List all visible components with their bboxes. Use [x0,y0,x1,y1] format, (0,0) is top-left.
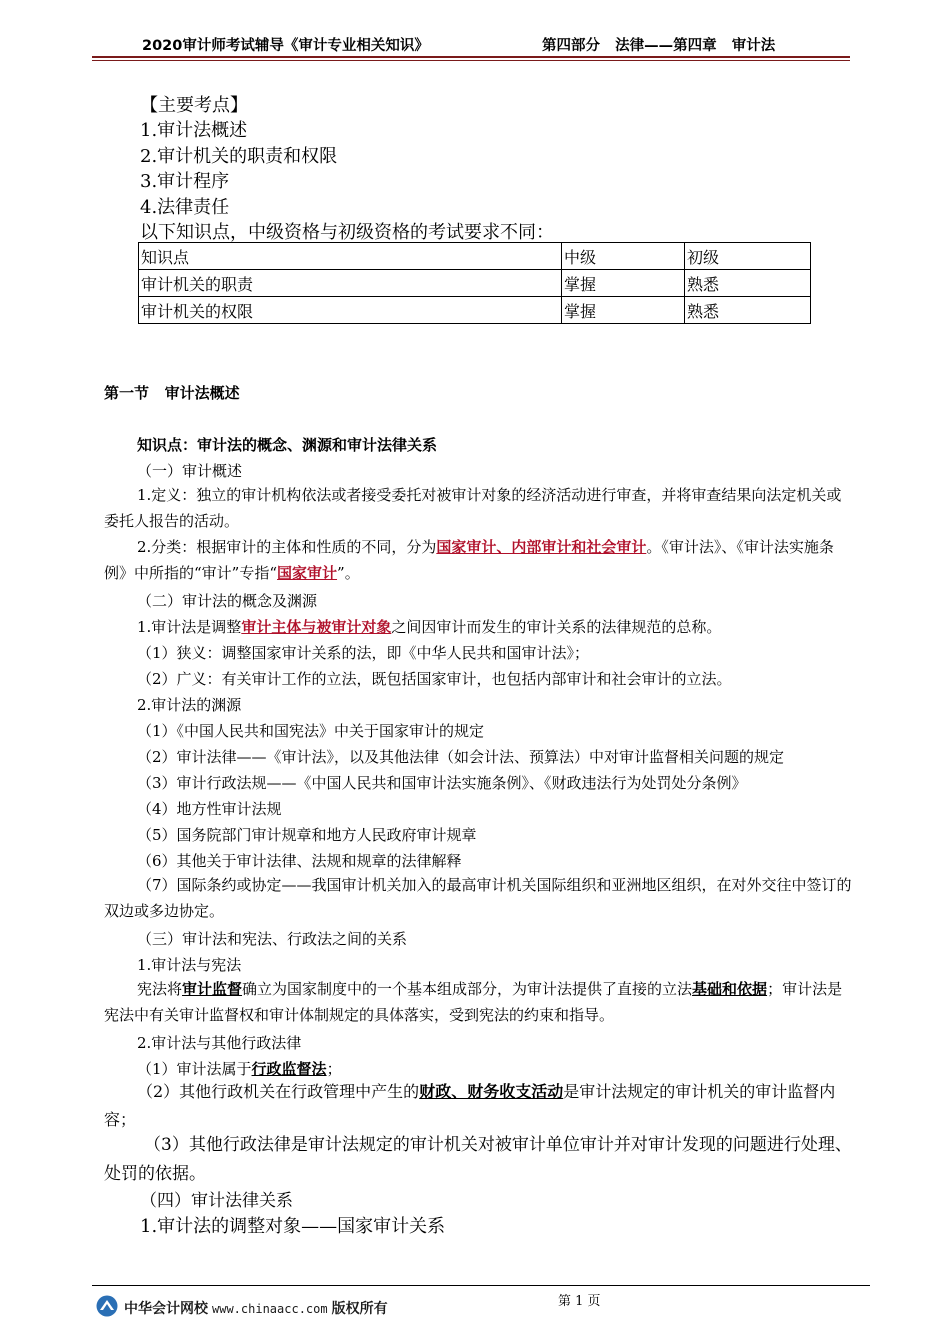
classification-text: 2.分类：根据审计的主体和性质的不同，分为 [137,538,437,556]
footer-rights: 版权所有 [331,1301,388,1317]
table-cell: 熟悉 [685,297,811,324]
main-point-item: 4.法律责任 [140,197,230,218]
table-cell: 掌握 [562,270,685,297]
header-course-title: 2020审计师考试辅导《审计专业相关知识》 [142,38,429,54]
source-item: （3）审计行政法规——《中国人民共和国审计法实施条例》、《财政违法行为处罚处分条例》 [137,774,747,792]
definition-paragraph: 1.定义：独立的审计机构依法或者接受委托对被审计对象的经济活动进行审查，并将审查结果向法定机关或委托人报告的活动。 [104,486,842,530]
subsection-heading: （一）审计概述 [137,462,243,480]
footer-brand-name: 中华会计网校 [124,1301,208,1317]
source-item-7: （7）国际条约或协定——我国审计机关加入的最高审计机关国际组织和亚洲地区组织，在对外交往中签订的双边或多边协定。 [104,876,852,920]
footer-brand [124,1298,388,1318]
subsection-heading: （二）审计法的概念及渊源 [137,592,318,610]
knowledge-point-title: 知识点：审计法的概念、渊源和审计法律关系 [137,436,438,454]
main-point-item: 1.审计法概述 [140,120,248,141]
main-points-title: 【主要考点】 [140,95,248,116]
table-cell: 审计机关的权限 [139,297,562,324]
constitution-heading: 1.审计法与宪法 [137,956,242,974]
header-chapter-title: 第四部分 法律——第四章 审计法 [542,38,776,54]
constitution-text: 宪法将 [137,980,183,998]
admin-supervision-highlight: 行政监督法 [251,1060,327,1078]
table-row [139,270,811,297]
sources-heading: 2.审计法的渊源 [137,696,242,714]
table-header-cell: 初级 [685,243,811,270]
source-item: （1）《中国人民共和国宪法》中关于国家审计的规定 [137,722,485,740]
audit-supervision-highlight: 审计监督 [182,980,243,998]
admin-law-item-2 [104,1078,852,1134]
adjustment-object: 1.审计法的调整对象——国家审计关系 [140,1216,446,1237]
table-cell: 审计机关的职责 [139,270,562,297]
table-header-cell: 知识点 [139,243,562,270]
section-title: 第一节 审计法概述 [104,384,240,402]
classification-highlight: 国家审计、内部审计和社会审计 [436,538,647,556]
audit-law-definition [137,616,721,637]
constitution-text: 确立为国家制度中的一个基本组成部分，为审计法提供了直接的立法 [242,980,693,998]
subsection-heading: （三）审计法和宪法、行政法之间的关系 [137,930,408,948]
narrow-definition: （1）狭义：调整国家审计关系的法，即《中华人民共和国审计法》； [137,644,590,662]
table-cell: 熟悉 [685,270,811,297]
audit-law-text: 1.审计法是调整 [137,618,242,636]
national-audit-highlight: 国家审计 [277,564,338,582]
foundation-highlight: 基础和依据 [692,980,768,998]
footer-rule [92,1285,870,1286]
source-item: （6）其他关于审计法律、法规和规章的法律解释 [137,852,462,870]
header-rule-thin [92,60,850,61]
classification-paragraph [104,534,852,586]
table-cell: 掌握 [562,297,685,324]
classification-text: 。《审计法》、《审计法实施条例》中所指的“审计”专指“ [104,538,834,582]
footer-url[interactable]: www.chinaacc.com [212,1302,328,1316]
subsection-heading: （四）审计法律关系 [140,1191,293,1211]
source-item: （4）地方性审计法规 [137,800,282,818]
admin-law-item-3: （3）其他行政法律是审计法规定的审计机关对被审计单位审计并对审计发现的问题进行处理、处罚的依据。 [104,1135,852,1184]
admin-law-text: （2）其他行政机关在行政管理中产生的 [137,1082,420,1101]
table-row [139,297,811,324]
table-header-cell: 中级 [562,243,685,270]
audit-law-text: 之间因审计而发生的审计关系的法律规范的总称。 [391,618,722,636]
main-points-intro: 以下知识点，中级资格与初级资格的考试要求不同： [140,222,554,243]
table-header-row [139,243,811,270]
broad-definition: （2）广义：有关审计工作的立法，既包括国家审计，也包括内部审计和社会审计的立法。 [137,670,732,688]
source-item: （2）审计法律——《审计法》，以及其他法律（如会计法、预算法）中对审计监督相关问题的规定 [137,748,785,766]
admin-law-text: ； [326,1060,342,1078]
admin-law-heading: 2.审计法与其他行政法律 [137,1034,302,1052]
source-item: （5）国务院部门审计规章和地方人民政府审计规章 [137,826,477,844]
admin-law-item-1 [137,1058,342,1079]
main-point-item: 2.审计机关的职责和权限 [140,146,338,167]
page-header [92,30,850,56]
admin-law-text: （1）审计法属于 [137,1060,252,1078]
header-rule-thick [92,56,850,58]
page-number: 第 1 页 [558,1294,601,1309]
exam-requirement-table [138,242,811,324]
classification-text: ”。 [337,564,360,582]
chinaacc-logo-icon [96,1295,118,1317]
constitution-text: ；审计法是宪法中有关审计监督权和审计体制规定的具体落实，受到宪法的约束和指导。 [104,980,843,1024]
admin-law-text: 是审计法规定的审计机关的审计监督内容； [104,1082,836,1129]
constitution-paragraph [104,976,852,1028]
audit-law-highlight: 审计主体与被审计对象 [241,618,392,636]
fiscal-activity-highlight: 财政、财务收支活动 [419,1082,564,1101]
main-point-item: 3.审计程序 [140,171,230,192]
